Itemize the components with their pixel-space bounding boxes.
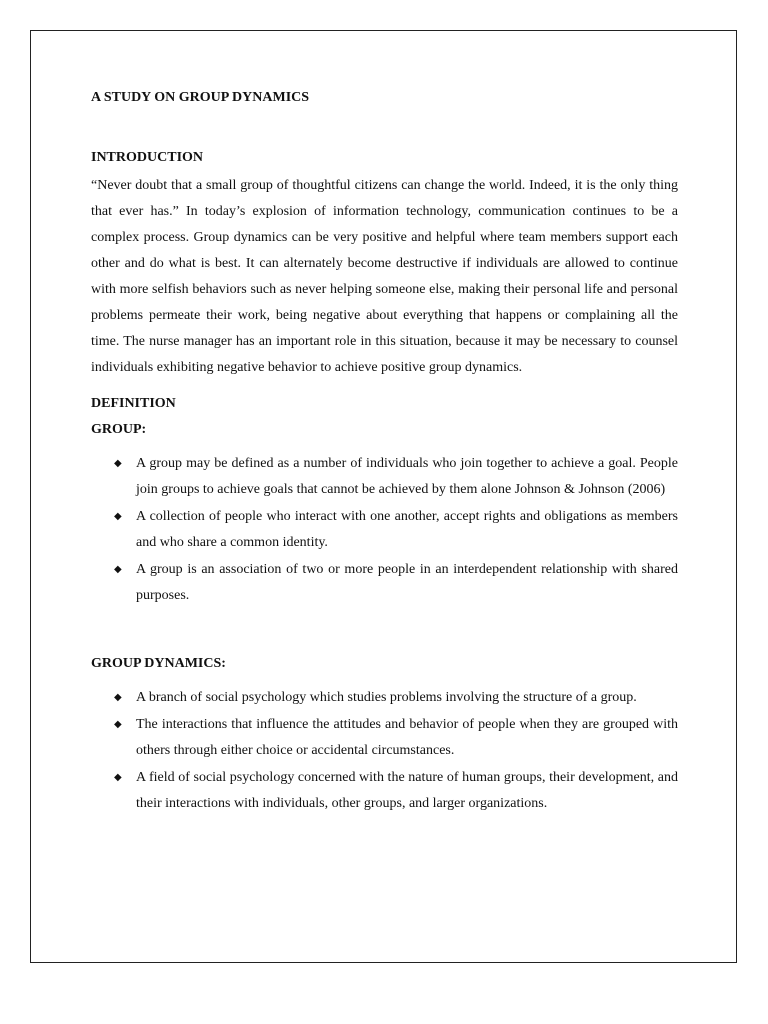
list-item-text: A group is an association of two or more people in an interdependent relationship with shared purposes. xyxy=(136,562,678,603)
list-item-text: A field of social psychology concerned with the nature of human groups, their development, and their interactions with individuals, other groups, and larger organizations. xyxy=(136,770,678,811)
diamond-bullet-icon: ◆ xyxy=(114,772,122,783)
list-item xyxy=(91,504,678,556)
list-item xyxy=(91,451,678,503)
diamond-bullet-icon: ◆ xyxy=(114,692,122,703)
list-item-text: A group may be defined as a number of individuals who join together to achieve a goal. People join groups to achieve goals that cannot be achieved by them alone Johnson & Johnson (2006) xyxy=(136,456,678,497)
list-item-text: A branch of social psychology which studies problems involving the structure of a group. xyxy=(136,690,637,705)
group-heading: GROUP: xyxy=(91,422,147,437)
list-item-text: A collection of people who interact with one another, accept rights and obligations as members and who share a common identity. xyxy=(136,509,678,550)
list-item xyxy=(91,712,678,764)
diamond-bullet-icon: ◆ xyxy=(114,564,122,575)
group-definition-list xyxy=(91,451,678,609)
group-dynamics-definition-list xyxy=(91,685,678,817)
diamond-bullet-icon: ◆ xyxy=(114,719,122,730)
list-item xyxy=(91,765,678,817)
document-title: A STUDY ON GROUP DYNAMICS xyxy=(91,90,310,105)
diamond-bullet-icon: ◆ xyxy=(114,511,122,522)
introduction-paragraph: “Never doubt that a small group of thoughtful citizens can change the world. Indeed, it is the only thing that ever has.” In today’s explosion of information technology, communication continues to be a complex process. Group dynamics can be very positive and helpful where team members support each other and do what is best. It can alternately become destructive if individuals are allowed to continue with more selfish behaviors such as never helping someone else, making their personal life and personal problems permeate their work, being negative about everything that happens or complaining all the time. The nurse manager has an important role in this situation, because it may be necessary to counsel individuals exhibiting negative behavior to achieve positive group dynamics. xyxy=(91,178,678,375)
list-item xyxy=(91,685,678,711)
document-body xyxy=(91,88,678,818)
list-item xyxy=(91,557,678,609)
group-dynamics-heading: GROUP DYNAMICS: xyxy=(91,656,226,671)
list-item-text: The interactions that influence the attitudes and behavior of people when they are grouped with others through either choice or accidental circumstances. xyxy=(136,717,678,758)
definition-heading: DEFINITION xyxy=(91,396,176,411)
diamond-bullet-icon: ◆ xyxy=(114,458,122,469)
introduction-heading: INTRODUCTION xyxy=(91,150,204,165)
